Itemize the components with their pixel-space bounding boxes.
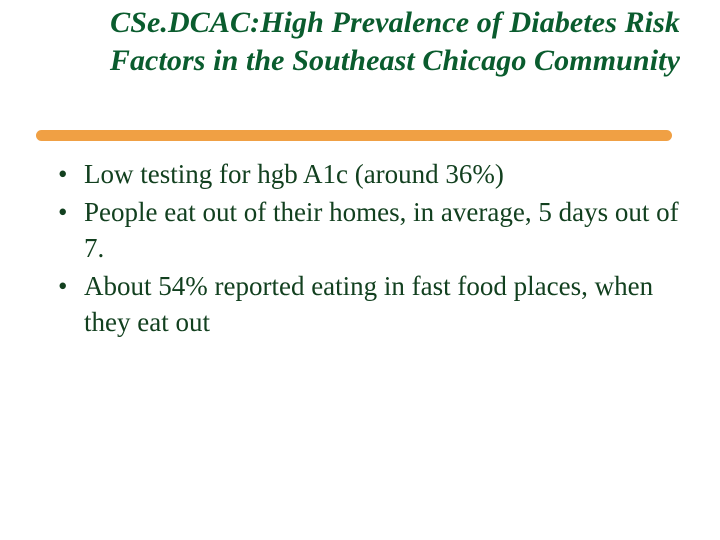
bullet-icon: • <box>58 159 68 189</box>
page-title: CSe.DCAC:High Prevalence of Diabetes Risk Factors in the Southeast Chicago Community <box>109 6 680 78</box>
title-divider <box>36 130 672 141</box>
list-item <box>44 195 684 267</box>
list-item <box>44 269 684 341</box>
bullet-icon: • <box>58 270 68 301</box>
list-item-text: About 54% reported eating in fast food places, when they eat out <box>84 270 654 337</box>
list-item-text: People eat out of their homes, in average, 5 days out of 7. <box>84 196 679 263</box>
bullet-list <box>44 157 684 343</box>
list-item <box>44 157 684 193</box>
list-item-text: Low testing for hgb A1c (around 36%) <box>84 159 504 189</box>
bullet-icon: • <box>58 196 68 227</box>
